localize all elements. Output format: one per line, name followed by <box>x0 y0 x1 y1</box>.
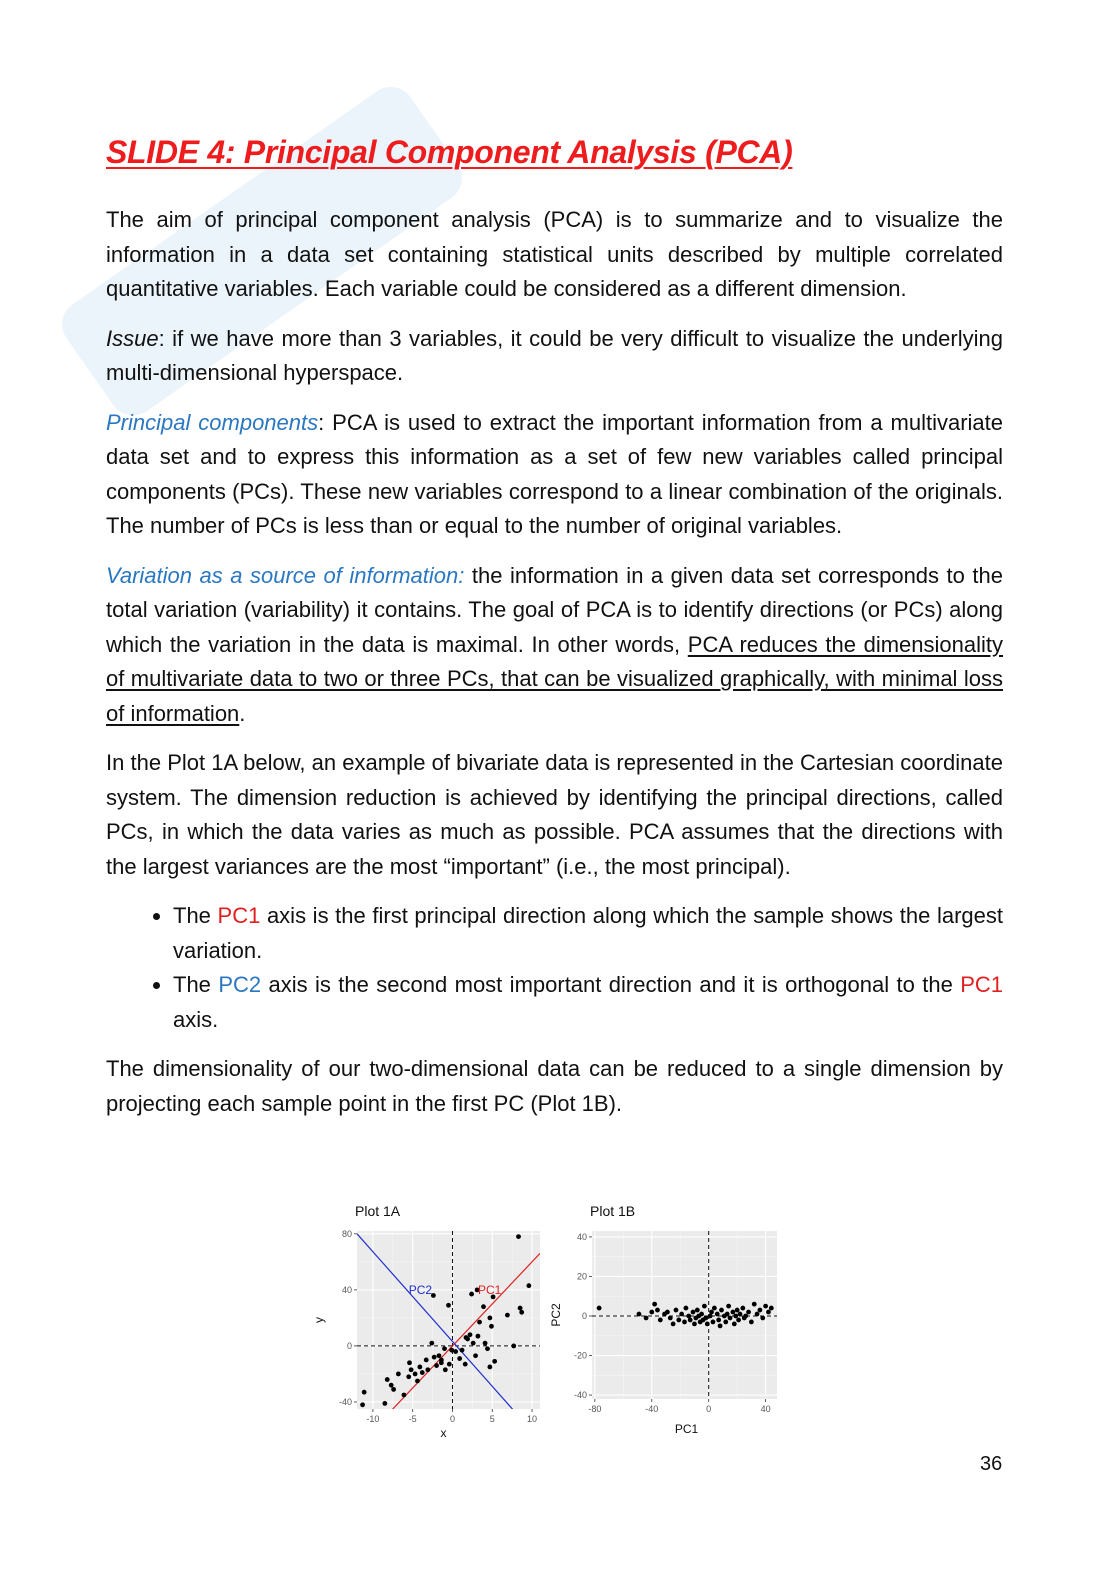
data-point <box>730 1310 735 1315</box>
paragraph-variation: Variation as a source of information: the information in a given data set corresponds to the total variation (variability) it contains. The goal of PCA is to identify directions (or PCs) along which the variation in the data is maximal. In other words, PCA reduces the dimensionality of multivariate data to two or three PCs, that can be visualized graphically, with minimal loss of information. <box>106 562 1003 726</box>
data-point <box>755 1312 760 1317</box>
bullet-pc2: • The PC2 axis is the second most important direction and it is orthogonal to the PC1 axis. <box>173 968 1003 1037</box>
data-point <box>457 1356 462 1361</box>
data-point <box>655 1308 660 1313</box>
data-point <box>489 1324 494 1329</box>
paragraph-intro: The aim of principal component analysis (PCA) is to summarize and to visualize the information in a data set containing statistical units described by multiple correlated quantitative variables. Each variable could be considered as a different dimension. <box>106 207 1003 301</box>
body-text <box>106 203 1003 1136</box>
data-point <box>684 1306 689 1311</box>
data-point <box>709 1310 714 1315</box>
x-tick-label: 0 <box>706 1404 712 1414</box>
data-point <box>740 1306 745 1311</box>
data-point <box>691 1310 696 1315</box>
plot-1b <box>549 1203 777 1436</box>
data-point <box>362 1390 367 1395</box>
paragraph-projection: The dimensionality of our two-dimensional data can be reduced to a single dimension by projecting each sample point in the first PC (Plot 1B). <box>106 1056 1003 1116</box>
pc1-tag: PC1 <box>217 903 261 928</box>
issue-label: Issue <box>106 325 159 351</box>
data-point <box>682 1320 687 1325</box>
paragraph-issue: Issue: if we have more than 3 variables, it could be very difficult to visualize the underlying multi-dimensional hyperspace. <box>106 325 1003 385</box>
data-point <box>407 1360 412 1365</box>
data-point <box>749 1320 754 1325</box>
data-point <box>738 1312 743 1317</box>
data-point <box>473 1353 478 1358</box>
data-point <box>688 1318 693 1323</box>
y-tick-label: -40 <box>573 1390 587 1401</box>
data-point <box>396 1372 401 1377</box>
data-point <box>415 1379 420 1384</box>
page-number: 36 <box>980 1453 1003 1475</box>
y-tick-label: 0 <box>581 1310 587 1321</box>
pca-plots-figure <box>300 1196 800 1446</box>
data-point <box>679 1312 684 1317</box>
data-point <box>597 1306 602 1311</box>
data-point <box>420 1370 425 1375</box>
data-point <box>718 1323 723 1328</box>
data-point <box>760 1316 765 1321</box>
data-point <box>676 1318 681 1323</box>
slide-title: SLIDE 4: Principal Component Analysis (PCA) <box>106 134 793 170</box>
data-point <box>699 1312 704 1317</box>
pc2-label: PC2 <box>408 1283 433 1298</box>
data-point <box>695 1308 700 1313</box>
data-point <box>725 1312 730 1317</box>
plot-panel <box>357 1231 540 1409</box>
data-point <box>652 1302 657 1307</box>
data-point <box>453 1349 458 1354</box>
x-tick-label: -5 <box>408 1414 417 1424</box>
pc2-tag: PC2 <box>218 972 262 997</box>
data-point <box>447 1362 452 1367</box>
data-point <box>668 1316 673 1321</box>
data-point <box>752 1302 757 1307</box>
data-point <box>443 1367 448 1372</box>
data-point <box>432 1355 437 1360</box>
data-point <box>434 1363 439 1368</box>
data-point <box>516 1234 521 1239</box>
data-point <box>481 1304 486 1309</box>
plot-panel <box>592 1231 777 1399</box>
data-point <box>658 1318 663 1323</box>
data-point <box>735 1308 740 1313</box>
data-point <box>719 1308 724 1313</box>
data-point <box>703 1316 708 1321</box>
data-point <box>715 1312 720 1317</box>
data-point <box>460 1348 465 1353</box>
x-tick-label: -80 <box>588 1404 602 1414</box>
data-point <box>469 1292 474 1297</box>
data-point <box>505 1313 510 1318</box>
data-point <box>511 1344 516 1349</box>
principal-components-label: Principal components <box>106 409 319 435</box>
data-point <box>391 1387 396 1392</box>
y-axis-label: y <box>312 1317 326 1323</box>
plot-title: Plot 1A <box>355 1203 401 1219</box>
data-point <box>711 1320 716 1325</box>
variation-label: Variation as a source of information: <box>106 562 465 588</box>
data-point <box>417 1365 422 1370</box>
data-point <box>487 1365 492 1370</box>
data-point <box>705 1321 710 1326</box>
data-point <box>692 1321 697 1326</box>
y-tick-label: 40 <box>341 1284 352 1295</box>
y-tick-label: 40 <box>576 1231 587 1242</box>
data-point <box>402 1393 407 1398</box>
x-tick-label: -10 <box>366 1414 380 1424</box>
data-point <box>409 1367 414 1372</box>
plot-title: Plot 1B <box>590 1203 636 1219</box>
pca-key-statement: PCA reduces the dimensionality of multivariate data to two or three PCs, that can be visualized graphically, with minimal loss of information <box>106 631 1003 726</box>
y-tick-label: 0 <box>346 1340 352 1351</box>
data-point <box>425 1367 430 1372</box>
data-point <box>758 1308 763 1313</box>
data-point <box>468 1332 473 1337</box>
x-axis-label: x <box>440 1426 447 1440</box>
data-point <box>743 1314 748 1319</box>
data-point <box>671 1321 676 1326</box>
data-point <box>382 1401 387 1406</box>
x-tick-label: -40 <box>645 1404 659 1414</box>
pc1-tag: PC1 <box>960 972 1003 997</box>
y-tick-label: 80 <box>341 1228 352 1239</box>
data-point <box>471 1341 476 1346</box>
data-point <box>519 1310 524 1315</box>
paragraph-principal-components: Principal components: PCA is used to extract the important information from a multivariate data set and to express this information as a set of few new variables called principal components (PCs). These new variables correspond to a linear combination of the originals. The number of PCs is less than or equal to the number of original variables. <box>106 409 1003 538</box>
data-point <box>485 1346 490 1351</box>
data-point <box>674 1308 679 1313</box>
data-point <box>723 1320 728 1325</box>
data-point <box>518 1306 523 1311</box>
paragraph-plot-intro: In the Plot 1A below, an example of bivariate data is represented in the Cartesian coordinate system. The dimension reduction is achieved by identifying the principal directions, called PCs, in which the data varies as much as possible. PCA assumes that the directions with the largest variances are the most “important” (i.e., the most principal). <box>106 750 1003 879</box>
data-point <box>763 1304 768 1309</box>
data-point <box>637 1312 642 1317</box>
pc-bullet-list <box>106 899 1003 1037</box>
y-axis-label: PC2 <box>549 1303 563 1327</box>
data-point <box>439 1358 444 1363</box>
data-point <box>702 1304 707 1309</box>
data-point <box>746 1310 751 1315</box>
data-point <box>644 1316 649 1321</box>
data-point <box>736 1318 741 1323</box>
data-point <box>733 1314 738 1319</box>
data-point <box>476 1334 481 1339</box>
data-point <box>406 1374 411 1379</box>
y-tick-label: 20 <box>576 1271 587 1282</box>
data-point <box>360 1402 365 1407</box>
data-point <box>442 1346 447 1351</box>
x-tick-label: 0 <box>449 1414 455 1424</box>
data-point <box>732 1321 737 1326</box>
data-point <box>424 1358 429 1363</box>
x-tick-label: 10 <box>527 1414 538 1424</box>
bullet-pc1: • The PC1 axis is the first principal direction along which the sample shows the largest variation. <box>173 899 1003 968</box>
data-point <box>649 1310 654 1315</box>
x-tick-label: 40 <box>760 1404 771 1414</box>
data-point <box>413 1372 418 1377</box>
data-point <box>769 1306 774 1311</box>
data-point <box>463 1362 468 1367</box>
y-tick-label: -40 <box>338 1396 352 1407</box>
data-point <box>712 1306 717 1311</box>
x-axis-label: PC1 <box>674 1422 699 1436</box>
data-point <box>464 1335 469 1340</box>
data-point <box>492 1359 497 1364</box>
data-point <box>665 1310 670 1315</box>
data-point <box>385 1377 390 1382</box>
data-point <box>389 1383 394 1388</box>
x-tick-label: 5 <box>489 1414 495 1424</box>
data-point <box>487 1315 492 1320</box>
data-point <box>429 1341 434 1346</box>
data-point <box>726 1304 731 1309</box>
data-point <box>766 1310 771 1315</box>
data-point <box>437 1353 442 1358</box>
y-tick-label: -20 <box>573 1350 587 1361</box>
data-point <box>728 1316 733 1321</box>
data-point <box>716 1318 721 1323</box>
plot-1a <box>312 1203 540 1440</box>
pc1-label: PC1 <box>477 1283 502 1298</box>
data-point <box>477 1320 482 1325</box>
data-point <box>526 1283 531 1288</box>
data-point <box>446 1303 451 1308</box>
data-point <box>483 1341 488 1346</box>
